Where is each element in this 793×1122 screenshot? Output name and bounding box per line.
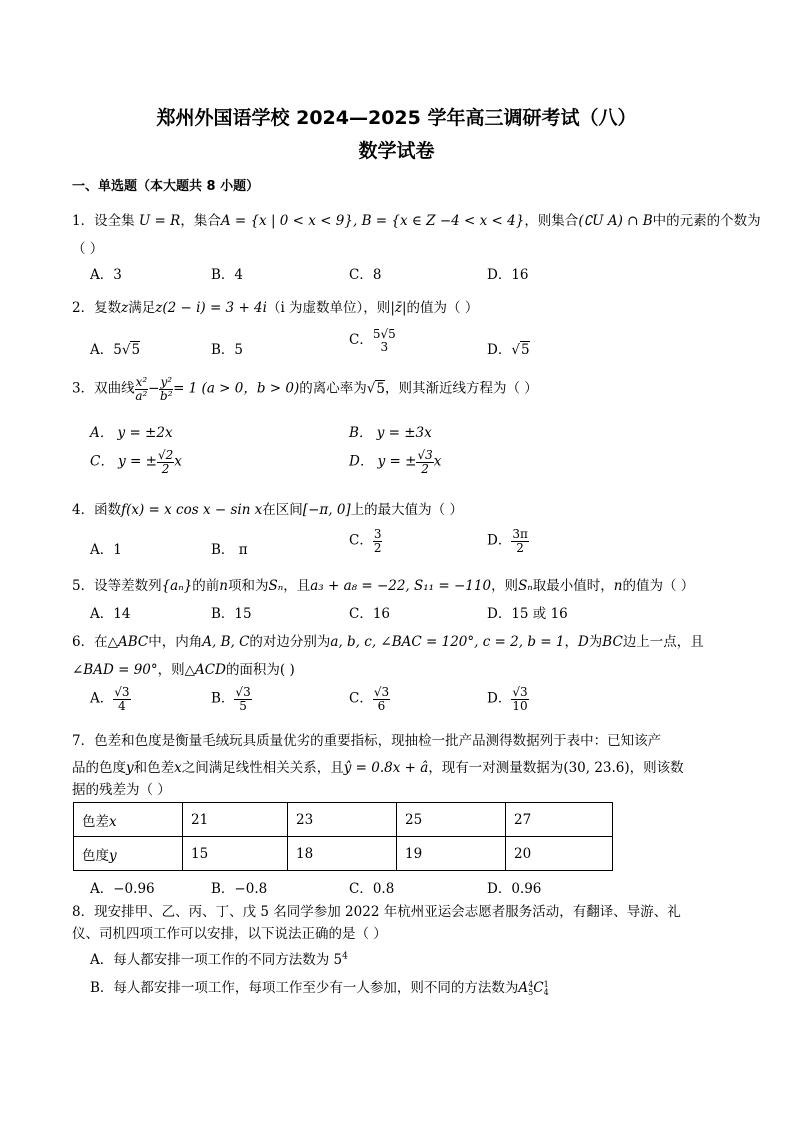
table-cell: 18 bbox=[288, 837, 397, 871]
q4-option-d bbox=[487, 528, 529, 554]
q2-option-a-radicand: 5 bbox=[131, 342, 141, 358]
row1-label: 色差 bbox=[82, 813, 109, 830]
q6-option-d-num: √3 bbox=[512, 685, 528, 699]
q6-number: 6． bbox=[72, 634, 95, 650]
q2-text-d: 的值为（ ） bbox=[406, 300, 479, 316]
question-3: 3．双曲线 $\frac{\text{x²}}{\text{a²}}$ − $\frac{\text{y²}}{\text{b²}}$ = 1 (a > 0，b > 0)的离心率为√5，则其渐近线方程为（ ） bbox=[72, 375, 538, 403]
table-row bbox=[74, 837, 613, 871]
q8-option-a-exponent: 4 bbox=[342, 951, 348, 962]
q1-option-d: D．16 bbox=[487, 267, 529, 283]
q7-data-table bbox=[73, 802, 613, 871]
row2-var: y bbox=[109, 847, 117, 864]
q6-side-bc: BC bbox=[602, 634, 623, 650]
table-cell: 15 bbox=[183, 837, 288, 871]
table-header-cell bbox=[74, 837, 183, 871]
q2-option-d: D．√5 bbox=[487, 342, 530, 358]
q5-text-b: 的前 bbox=[192, 578, 220, 594]
q5-var-n-2: n bbox=[613, 578, 623, 594]
q1-option-b: B．4 bbox=[211, 267, 244, 283]
q6-option-a bbox=[90, 686, 131, 712]
q8-perm-sub: 5 bbox=[528, 987, 534, 997]
q2-option-c-label: C． bbox=[349, 332, 373, 349]
q5-sequence: {aₙ} bbox=[161, 578, 193, 594]
q6-option-c-den: 6 bbox=[377, 698, 386, 713]
question-4 bbox=[72, 498, 463, 518]
q2-option-d-radicand: 5 bbox=[520, 342, 530, 358]
question-5 bbox=[72, 574, 694, 594]
question-7 bbox=[72, 729, 661, 749]
q3-option-a: A． y = ±2x bbox=[90, 425, 173, 441]
q3-option-c-num: √2 bbox=[157, 448, 174, 462]
question-1 bbox=[72, 209, 761, 229]
q6-text-f: 边上一点，且 bbox=[622, 634, 704, 650]
q2-abs-z: |z̄| bbox=[390, 300, 407, 316]
q7-var-y: y bbox=[126, 760, 134, 776]
q8-option-b bbox=[90, 976, 549, 997]
q3-text-c: ，则其渐近线方程为（ ） bbox=[384, 380, 538, 397]
q2-option-c-denominator: 3 bbox=[380, 339, 389, 354]
q6-sides: a, b, c, ∠BAC = 120°, c = 2, b = 1 bbox=[330, 634, 565, 650]
row1-var: x bbox=[109, 813, 117, 830]
q4-text-a: 函数 bbox=[94, 502, 122, 518]
q6-text-e: 为 bbox=[588, 634, 603, 650]
q7-regression: ŷ = 0.8x + â bbox=[343, 760, 429, 776]
q4-option-c-den: 2 bbox=[373, 540, 382, 555]
q1-set-a-label: ，集合 bbox=[180, 213, 221, 229]
question-6 bbox=[72, 630, 704, 650]
q4-text-b: 在区间 bbox=[262, 502, 303, 518]
q4-option-b: B． π bbox=[211, 542, 248, 558]
q3-eccentricity: 5 bbox=[376, 380, 385, 397]
q7-text-c: 之间满足线性相关关系，且 bbox=[181, 760, 344, 776]
q4-option-d-den: 2 bbox=[516, 540, 524, 555]
q3-frac1-num: x² bbox=[135, 375, 148, 389]
q6-option-c-num: √3 bbox=[373, 685, 390, 699]
q7-number: 7． bbox=[72, 733, 95, 749]
q4-option-c-label: C． bbox=[349, 532, 373, 549]
q6-angles: A, B, C bbox=[202, 634, 250, 650]
question-7-line-2 bbox=[72, 756, 684, 776]
q2-number: 2． bbox=[72, 300, 95, 316]
q2-text-a: 复数 bbox=[94, 300, 122, 316]
q4-function: f(x) = x cos x − sin x bbox=[121, 502, 263, 518]
q5-option-b: B．15 bbox=[211, 606, 252, 622]
q2-option-a-label: A． bbox=[90, 342, 114, 358]
q1-set-b: , B = {x ∈ Z −4 < x < 4} bbox=[352, 213, 525, 229]
q6-text-g: ，则 bbox=[157, 662, 185, 678]
q8-comb-sup: 1 bbox=[543, 979, 549, 989]
q3-option-b: B． y = ±3x bbox=[349, 425, 432, 441]
q2-option-a-coef: 5 bbox=[113, 342, 122, 358]
q7-text-a: 品的色度 bbox=[72, 760, 126, 776]
question-6-line-2 bbox=[72, 658, 295, 678]
q5-option-d: D．15 或 16 bbox=[487, 606, 568, 622]
table-row bbox=[74, 803, 613, 837]
q6-option-c bbox=[349, 686, 390, 712]
q6-option-d-den: 10 bbox=[512, 698, 528, 713]
q6-option-a-den: 4 bbox=[118, 698, 126, 713]
table-cell: 21 bbox=[183, 803, 288, 837]
q3-option-d-x: x bbox=[433, 453, 442, 470]
question-7-line-3: 据的残差为（ ） bbox=[72, 782, 171, 798]
q6-option-b-den: 5 bbox=[239, 698, 247, 713]
q3-option-c-den: 2 bbox=[161, 461, 170, 476]
q2-option-c bbox=[349, 328, 396, 353]
q6-option-d-label: D． bbox=[487, 690, 512, 707]
q2-option-d-label: D． bbox=[487, 342, 512, 358]
q7-option-a: A．−0.96 bbox=[90, 881, 155, 897]
exam-title: 郑州外国语学校 2024—2025 学年高三调研考试（八） bbox=[156, 107, 637, 129]
q1-option-c: C．8 bbox=[349, 267, 382, 283]
q5-condition: a₃ + a₈ = −22, S₁₁ = −110 bbox=[310, 578, 492, 594]
row2-label: 色度 bbox=[82, 847, 109, 864]
q1-expr: (∁U A) ∩ B bbox=[578, 213, 653, 229]
q7-option-d: D．0.96 bbox=[487, 881, 542, 897]
q1-paren: （ ） bbox=[72, 241, 104, 257]
q8-option-a bbox=[90, 948, 348, 968]
q8-option-b-text: B．每人都安排一项工作，每项工作至少有一人参加，则不同的方法数为 bbox=[90, 980, 519, 996]
q3-option-c-x: x bbox=[174, 453, 182, 470]
q7-text-e: ，则该数 bbox=[629, 760, 684, 776]
question-8 bbox=[72, 900, 681, 920]
q2-equation: z(2 − i) = 3 + 4i bbox=[155, 300, 267, 316]
q6-triangle: △ABC bbox=[107, 634, 149, 650]
q4-option-a: A．1 bbox=[90, 542, 122, 558]
q6-triangle-acd: △ACD bbox=[184, 662, 226, 678]
q5-sum-2: Sₙ bbox=[518, 578, 533, 594]
q3-option-c bbox=[90, 449, 182, 475]
q5-var-n: n bbox=[219, 578, 228, 594]
q4-option-d-label: D． bbox=[487, 532, 512, 549]
question-2 bbox=[72, 296, 478, 316]
q6-option-a-num: √3 bbox=[114, 685, 130, 699]
q1-set-a: A = {x | 0 < x < 9} bbox=[220, 213, 353, 229]
q2-option-c-numerator: 5√5 bbox=[372, 327, 396, 341]
q2-text-b: 满足 bbox=[128, 300, 156, 316]
q4-option-c bbox=[349, 528, 382, 554]
q5-text-g: 的值为（ ） bbox=[622, 578, 695, 594]
table-cell: 20 bbox=[506, 837, 613, 871]
q1-text-post: ，则集合 bbox=[524, 213, 579, 229]
q3-minus: − bbox=[148, 380, 160, 397]
q5-option-c: C．16 bbox=[349, 606, 391, 622]
section-heading: 一、单选题（本大题共 8 小题） bbox=[72, 179, 260, 194]
q3-text-a: 双曲线 bbox=[94, 380, 135, 397]
q6-option-c-label: C． bbox=[349, 690, 373, 707]
q2-var-z: z bbox=[121, 300, 129, 316]
q4-number: 4． bbox=[72, 502, 95, 518]
q8-line-1: 现安排甲、乙、丙、丁、戊 5 名同学参加 2022 年杭州亚运会志愿者服务活动，有翻译、导游、礼 bbox=[94, 904, 681, 920]
q7-text-d: ，现有一对测量数据为 bbox=[428, 760, 564, 776]
table-cell: 25 bbox=[397, 803, 506, 837]
q5-text-a: 设等差数列 bbox=[94, 578, 162, 594]
q3-option-d-label: D． y = ± bbox=[349, 453, 417, 470]
q6-option-b-label: B． bbox=[211, 690, 235, 707]
q2-option-a: A．5√5 bbox=[90, 342, 141, 358]
q3-option-d-num: √3 bbox=[417, 448, 433, 462]
q6-option-b-num: √3 bbox=[235, 685, 251, 699]
q1-option-a: A．3 bbox=[90, 267, 122, 283]
table-cell: 23 bbox=[288, 803, 397, 837]
table-cell: 19 bbox=[397, 837, 506, 871]
q1-text-tail: 中的元素的个数为 bbox=[652, 213, 761, 229]
q7-text-b: 和色差 bbox=[133, 760, 175, 776]
q7-var-x: x bbox=[174, 760, 182, 776]
q7-option-b: B．−0.8 bbox=[211, 881, 268, 897]
q4-interval: [−π, 0] bbox=[302, 502, 351, 518]
q3-frac1-den: a² bbox=[135, 388, 148, 403]
q7-point: (30, 23.6) bbox=[563, 760, 630, 776]
q6-angle-bad: ∠BAD = 90° bbox=[72, 662, 158, 678]
q7-option-c: C．0.8 bbox=[349, 881, 395, 897]
q7-line-1: 色差和色度是衡量毛绒玩具质量优劣的重要指标，现抽检一批产品测得数据列于表中：已知该产 bbox=[94, 733, 662, 749]
q6-option-a-label: A． bbox=[90, 690, 114, 707]
q5-text-f: 取最小值时， bbox=[532, 578, 614, 594]
q3-number: 3． bbox=[72, 380, 95, 397]
q3-frac2-den: b² bbox=[160, 388, 173, 403]
q6-option-d bbox=[487, 686, 529, 712]
q3-option-d bbox=[349, 449, 441, 475]
q8-perm-sup: 4 bbox=[528, 979, 534, 989]
table-cell: 27 bbox=[506, 803, 613, 837]
q1-text-pre: 设全集 bbox=[94, 213, 135, 229]
q5-text-e: ，则 bbox=[491, 578, 519, 594]
q3-text-b: 的离心率为 bbox=[299, 380, 367, 397]
q4-option-d-num: 3π bbox=[512, 527, 528, 541]
q5-number: 5． bbox=[72, 578, 95, 594]
q3-option-d-den: 2 bbox=[421, 461, 429, 476]
q8-comb-sub: 4 bbox=[543, 987, 549, 997]
q5-sum: Sₙ bbox=[268, 578, 284, 594]
q3-condition: = 1 (a > 0，b > 0) bbox=[173, 380, 300, 397]
q3-option-c-label: C． y = ± bbox=[90, 453, 157, 470]
q4-text-c: 上的最大值为（ ） bbox=[350, 502, 463, 518]
q8-number: 8． bbox=[72, 904, 95, 920]
q6-text-h: 的面积为( ) bbox=[225, 662, 295, 678]
q4-option-c-num: 3 bbox=[373, 527, 382, 541]
q1-universe: U = R bbox=[138, 213, 181, 229]
question-8-line-2: 仪、司机四项工作可以安排，以下说法正确的是（ ） bbox=[72, 926, 387, 942]
q6-option-b bbox=[211, 686, 252, 712]
exam-subtitle: 数学试卷 bbox=[358, 140, 435, 162]
q6-text-c: 的对边分别为 bbox=[249, 634, 331, 650]
q2-text-c: （i 为虚数单位），则 bbox=[266, 300, 391, 316]
table-header-cell bbox=[74, 803, 183, 837]
q6-text-a: 在 bbox=[94, 634, 108, 650]
q6-text-d: ， bbox=[564, 634, 578, 650]
q5-text-d: ，且 bbox=[283, 578, 311, 594]
q8-option-a-text: A．每人都安排一项工作的不同方法数为 5 bbox=[90, 952, 343, 968]
q5-text-c: 项和为 bbox=[228, 578, 269, 594]
q2-option-b: B．5 bbox=[211, 342, 244, 358]
q6-point-d: D bbox=[577, 634, 589, 650]
q8-option-b-comb: C bbox=[533, 980, 544, 996]
q3-frac2-num: y² bbox=[160, 375, 173, 389]
q6-text-b: 中，内角 bbox=[148, 634, 203, 650]
q8-option-b-perm: A bbox=[518, 980, 529, 996]
q5-option-a: A．14 bbox=[90, 606, 131, 622]
q1-number: 1． bbox=[72, 213, 95, 229]
